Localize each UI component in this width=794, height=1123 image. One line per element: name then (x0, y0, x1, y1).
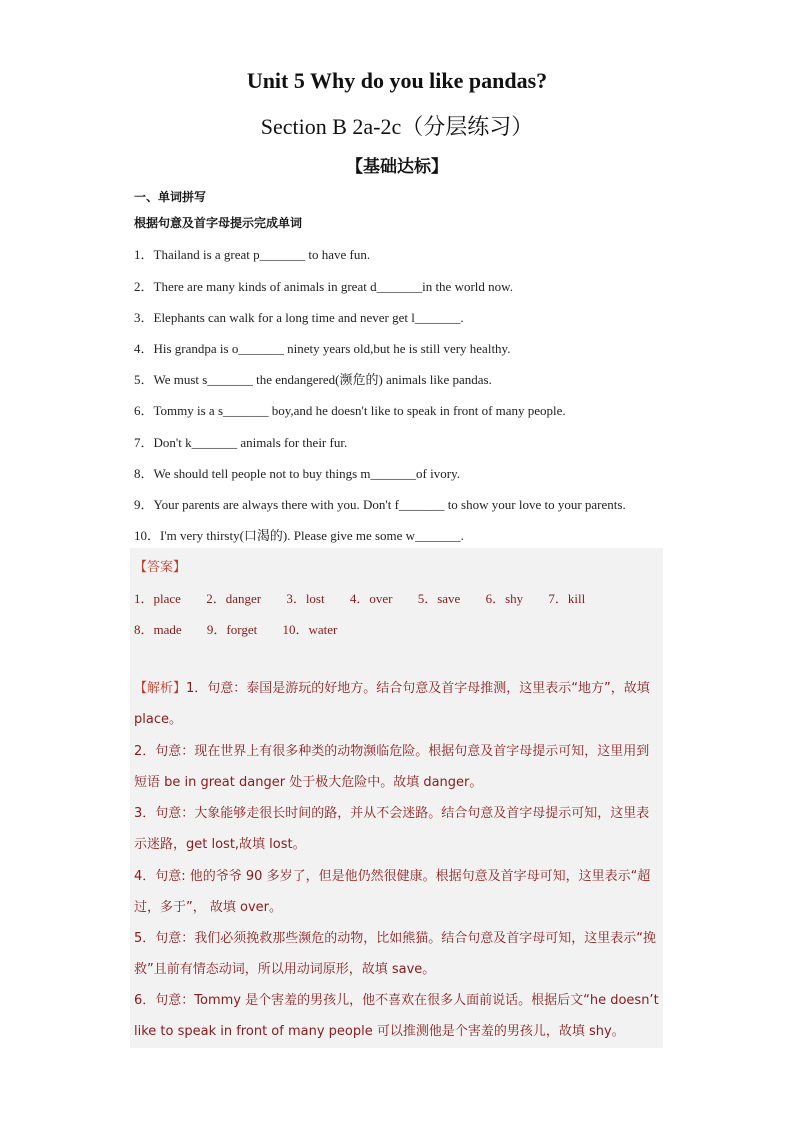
explanation-4: 4．句意: 他的爷爷 90 多岁了，但是他仍然很健康。根据句意及首字母可知，这里表示“超过，多于”， 故填 over。 (134, 869, 651, 915)
answer-item: 4．over (349, 591, 393, 606)
answers-row-1 (134, 588, 607, 607)
answers-row-2 (134, 619, 359, 638)
section-heading: 一、单词拼写 (134, 190, 207, 204)
explanation-text: 1．句意：泰国是游玩的好地方。结合句意及首字母推测，这里表示“地方”，故填 place。 (134, 681, 650, 727)
answer-item: 2．danger (206, 591, 262, 606)
explanation-2: 2．句意：现在世界上有很多种类的动物濒临危险。根据句意及首字母提示可知，这里用到短语 be in great danger 处于极大危险中。故填 danger。 (134, 744, 650, 790)
explanation-6: 6．句意：Tommy 是个害羞的男孩儿，他不喜欢在很多人面前说话。根据后文“he doesn’t like to speak in front of many people 可以推测他是个害羞的男孩儿，故填 shy。 (134, 993, 659, 1039)
answer-item: 7．kill (548, 591, 586, 606)
question-5: 5．We must s_______ the endangered(濒危的) animals like pandas. (134, 372, 492, 387)
explanation-5: 5．句意：我们必须挽救那些濒危的动物，比如熊猫。结合句意及首字母可知，这里表示“挽救”且前有情态动词，所以用动词原形，故填 save。 (134, 931, 657, 977)
explanation-1 (134, 673, 662, 735)
question-3: 3．Elephants can walk for a long time and never get l_______. (134, 310, 464, 325)
answer-item: 3．lost (286, 591, 325, 606)
page-subtitle: Section B 2a-2c（分层练习） (260, 114, 534, 139)
explanation-label: 【解析】 (134, 681, 187, 696)
question-9: 9．Your parents are always there with you. Don't f_______ to show your love to your parents. (134, 497, 626, 512)
explanation-3: 3．句意：大象能够走很长时间的路，并从不会迷路。结合句意及首字母提示可知，这里表示迷路，get lost,故填 lost。 (134, 806, 650, 852)
answer-item: 6．shy (485, 591, 524, 606)
answer-item: 9．forget (206, 622, 258, 637)
question-8: 8．We should tell people not to buy things m_______of ivory. (134, 466, 460, 481)
question-7: 7．Don't k_______ animals for their fur. (134, 435, 348, 450)
answer-item: 5．save (417, 591, 461, 606)
answer-item: 10．water (282, 622, 338, 637)
question-6: 6．Tommy is a s_______ boy,and he doesn't like to speak in front of many people. (134, 403, 566, 418)
level-heading: 【基础达标】 (346, 157, 448, 177)
question-10: 10．I'm very thirsty(口渴的). Please give me some w_______. (134, 528, 464, 543)
answer-item: 1．place (134, 591, 181, 606)
page-title: Unit 5 Why do you like pandas? (246, 68, 548, 93)
question-2: 2．There are many kinds of animals in great d_______in the world now. (134, 279, 513, 294)
question-4: 4．His grandpa is o_______ ninety years old,but he is still very healthy. (134, 341, 511, 356)
question-1: 1．Thailand is a great p_______ to have fun. (134, 247, 371, 262)
section-instruction: 根据句意及首字母提示完成单词 (134, 216, 303, 230)
answer-item: 8．made (134, 622, 182, 637)
answer-label: 【答案】 (134, 560, 187, 575)
